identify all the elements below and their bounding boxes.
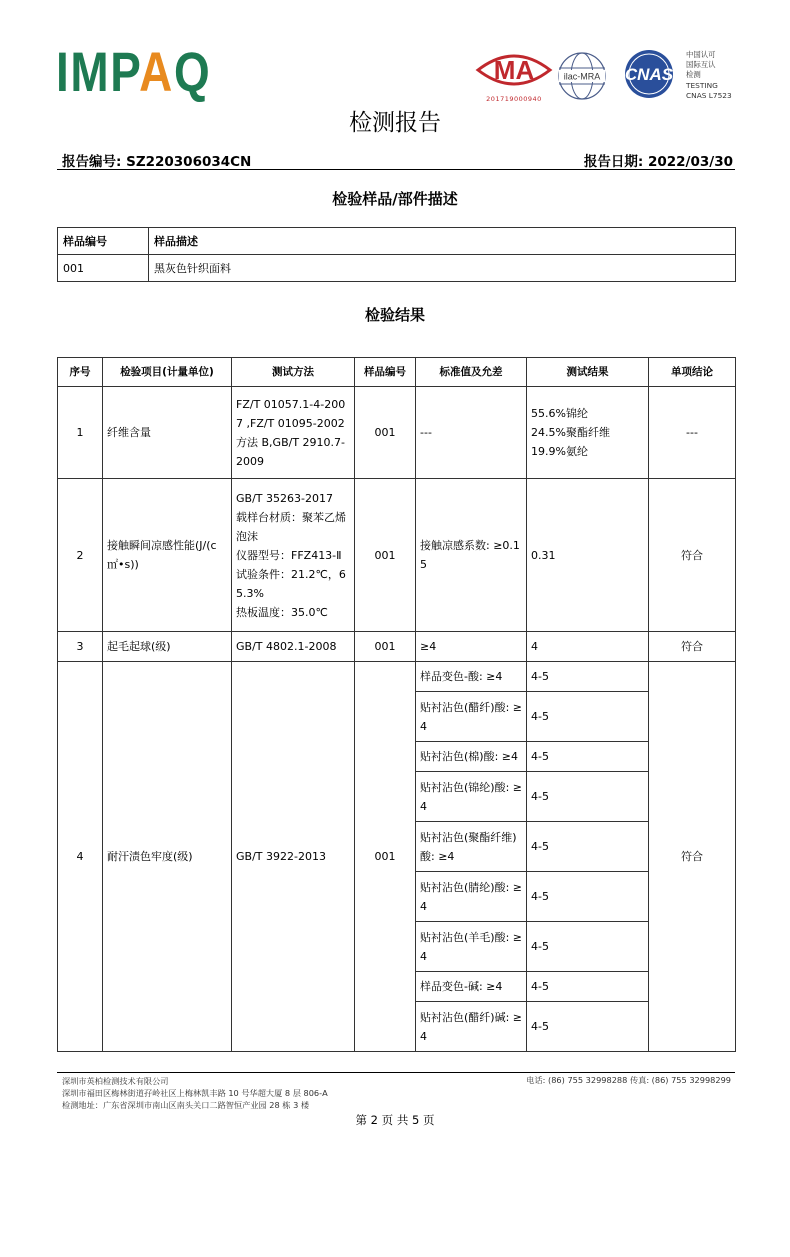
logo-text: IMPAQ [56, 40, 212, 103]
table-row [58, 662, 736, 692]
page-indicator: 第 2 页 共 5 页 [355, 1113, 435, 1127]
result-cell: 4-5 [527, 922, 649, 972]
svg-text:ilac-MRA: ilac-MRA [563, 71, 601, 82]
header-cell: 样品描述 [149, 228, 736, 255]
sample-table [57, 227, 736, 282]
cnas-logo [618, 48, 680, 100]
result-cell [527, 387, 649, 479]
footer-line: 检测地址：广东省深圳市南山区南头关口二路智恒产业园 28 栋 3 楼 [62, 1100, 310, 1110]
footer-address [62, 1075, 328, 1111]
standard-cell: 贴衬沾色(锦纶)酸: ≥4 [416, 772, 527, 822]
test-method-cell: GB/T 3922-2013 [232, 662, 355, 1052]
row-number-cell: 1 [58, 387, 103, 479]
report-date: 报告日期: 2022/03/30 [583, 154, 733, 170]
result-cell: 4-5 [527, 742, 649, 772]
svg-text:MA: MA [493, 55, 535, 85]
ilac-mra-logo [557, 48, 607, 104]
method-line: 试验条件：21.2℃，65.3% [236, 567, 346, 600]
cnas-text-line: 检测 [686, 70, 701, 80]
results-section-title: 检验结果 [364, 306, 425, 324]
conclusion-cell: 符合 [649, 662, 736, 1052]
footer-line: 深圳市英柏检测技术有限公司 [62, 1076, 169, 1086]
standard-cell: 接触凉感系数: ≥0.15 [416, 479, 527, 632]
standard-cell: --- [416, 387, 527, 479]
svg-text:CNAS: CNAS [624, 65, 674, 84]
result-cell: 4-5 [527, 972, 649, 1002]
test-method-cell: FZ/T 01057.1-4-2007 ,FZ/T 01095-2002 方法 B,GB/T 2910.7-2009 [232, 387, 355, 479]
row-number-cell: 2 [58, 479, 103, 632]
result-cell: 4-5 [527, 692, 649, 742]
standard-cell: 贴衬沾色(棉)酸: ≥4 [416, 742, 527, 772]
table-header-row [58, 358, 736, 387]
test-method-cell: GB/T 4802.1-2008 [232, 632, 355, 662]
footer-divider [57, 1072, 735, 1073]
header-cell: 单项结论 [649, 358, 736, 387]
cma-mark-icon [474, 48, 554, 94]
result-line: 24.5%聚酯纤维 [531, 426, 610, 439]
document-title: 检测报告 [349, 110, 441, 136]
result-cell: 4-5 [527, 872, 649, 922]
test-item-cell: 起毛起球(级) [103, 632, 232, 662]
sample-id-cell: 001 [355, 662, 416, 1052]
sample-id-cell: 001 [355, 479, 416, 632]
results-table [57, 357, 736, 1052]
standard-cell: ≥4 [416, 632, 527, 662]
conclusion-cell: --- [649, 387, 736, 479]
header-cell: 序号 [58, 358, 103, 387]
header-divider [57, 169, 735, 170]
cma-number: 201719000940 [486, 95, 542, 103]
method-line: 载样台材质：聚苯乙烯泡沫 [236, 510, 346, 543]
row-number-cell: 3 [58, 632, 103, 662]
cnas-text-line: TESTING [686, 80, 718, 90]
cma-cert-logo [474, 48, 554, 103]
result-cell: 4-5 [527, 772, 649, 822]
table-row [58, 387, 736, 479]
row-number-cell: 4 [58, 662, 103, 1052]
result-cell: 0.31 [527, 479, 649, 632]
result-cell: 4 [527, 632, 649, 662]
method-line: 热板温度：35.0℃ [236, 605, 328, 619]
sample-section-title: 检验样品/部件描述 [332, 190, 458, 208]
standard-cell: 贴衬沾色(羊毛)酸: ≥4 [416, 922, 527, 972]
conclusion-cell: 符合 [649, 479, 736, 632]
standard-cell: 贴衬沾色(腈纶)酸: ≥4 [416, 872, 527, 922]
cnas-text-line: 国际互认 [686, 60, 716, 70]
table-row [58, 632, 736, 662]
header-cell: 测试结果 [527, 358, 649, 387]
result-line: 19.9%氨纶 [531, 445, 588, 458]
method-line: 仪器型号：FFZ413-Ⅱ [236, 548, 342, 562]
result-cell: 4-5 [527, 662, 649, 692]
test-item-cell: 耐汗渍色牢度(级) [103, 662, 232, 1052]
header-cell: 检验项目(计量单位) [103, 358, 232, 387]
method-line: GB/T 35263-2017 [236, 491, 333, 505]
standard-cell: 样品变色-碱: ≥4 [416, 972, 527, 1002]
sample-id-cell: 001 [355, 632, 416, 662]
header-cell: 测试方法 [232, 358, 355, 387]
standard-cell: 贴衬沾色(醋纤)碱: ≥4 [416, 1002, 527, 1052]
header-cell: 样品编号 [355, 358, 416, 387]
company-logo [56, 40, 212, 103]
cnas-text-line: 中国认可 [686, 50, 716, 59]
footer-contact: 电话: (86) 755 32998288 传真: (86) 755 32998299 [526, 1075, 731, 1085]
table-row [58, 255, 736, 282]
ilac-globe-icon [557, 48, 607, 104]
table-header-row [58, 228, 736, 255]
standard-cell: 贴衬沾色(醋纤)酸: ≥4 [416, 692, 527, 742]
report-number: 报告编号: SZ220306034CN [62, 154, 252, 170]
sample-id-cell: 001 [355, 387, 416, 479]
test-method-cell [232, 479, 355, 632]
result-cell: 4-5 [527, 1002, 649, 1052]
table-row [58, 479, 736, 632]
header-cell: 标准值及允差 [416, 358, 527, 387]
result-line: 55.6%锦纶 [531, 407, 588, 420]
sample-description-cell: 黑灰色针织面料 [149, 255, 736, 282]
test-item-cell: 纤维含量 [103, 387, 232, 479]
test-item-cell: 接触瞬间凉感性能(J/(c㎡•s)) [103, 479, 232, 632]
sample-id-cell: 001 [58, 255, 149, 282]
header-cell: 样品编号 [58, 228, 149, 255]
conclusion-cell: 符合 [649, 632, 736, 662]
standard-cell: 样品变色-酸: ≥4 [416, 662, 527, 692]
cnas-accreditation-text [686, 50, 746, 101]
cnas-text-line: CNAS L7523 [686, 90, 732, 100]
footer-line: 深圳市福田区梅林街道孖岭社区上梅林凯丰路 10 号华超大厦 8 层 806-A [62, 1088, 328, 1098]
standard-cell: 贴衬沾色(聚酯纤维)酸: ≥4 [416, 822, 527, 872]
cnas-mark-icon [618, 48, 680, 100]
result-cell: 4-5 [527, 822, 649, 872]
